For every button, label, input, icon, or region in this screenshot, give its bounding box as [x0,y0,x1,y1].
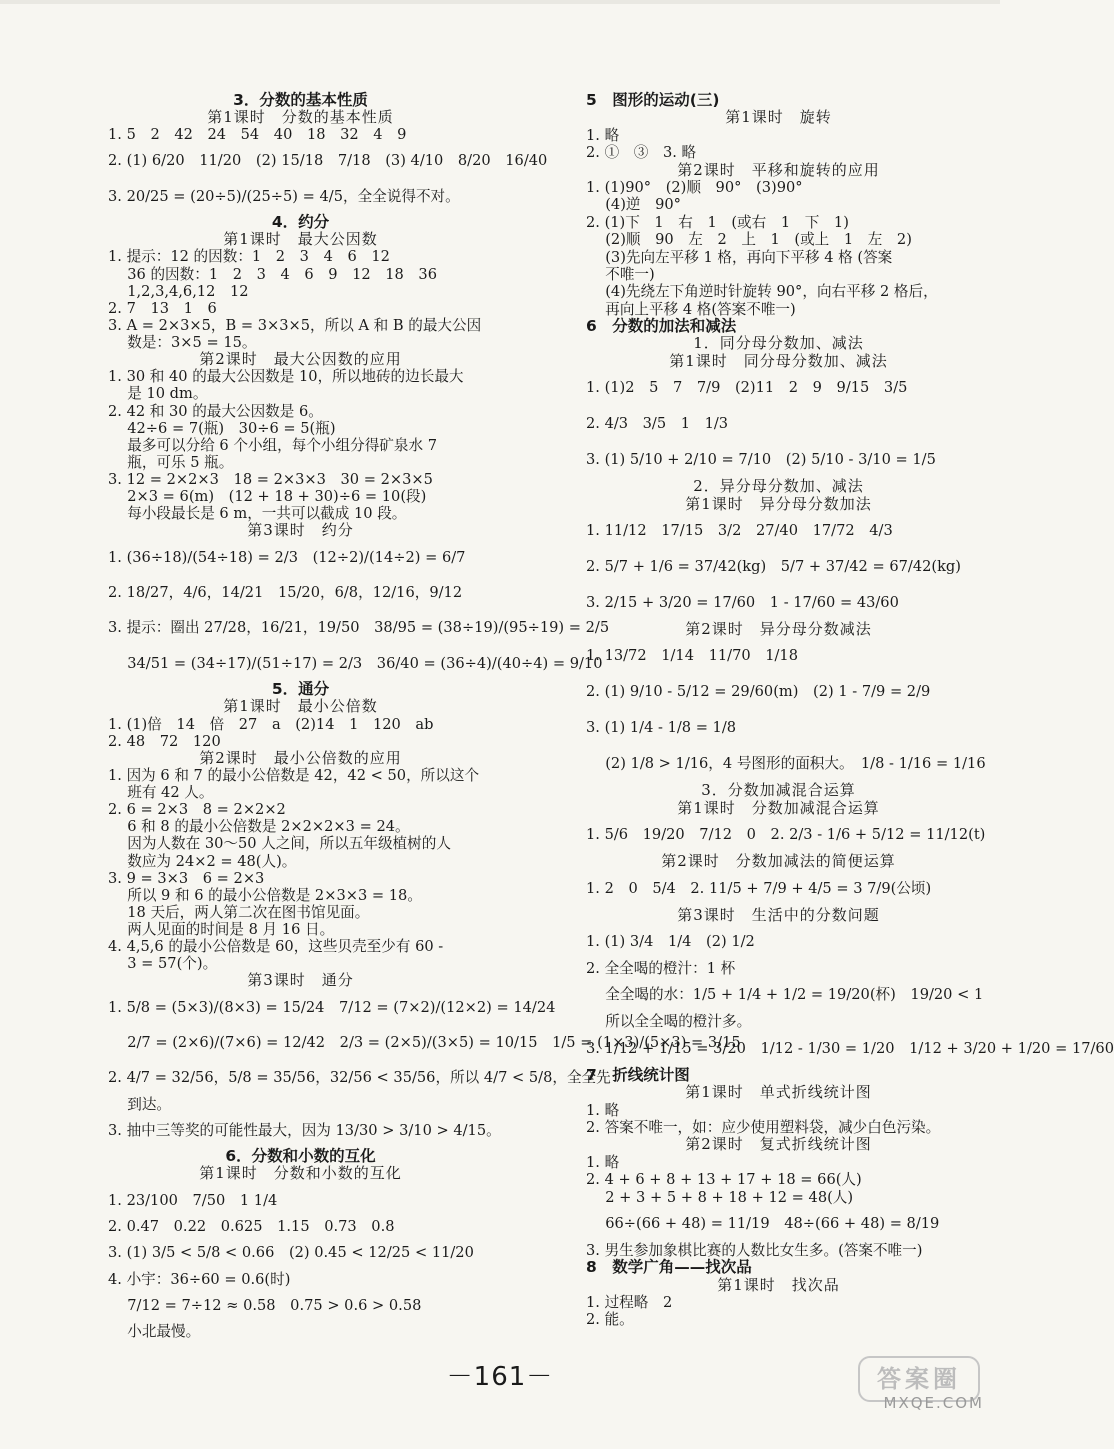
answer-line: 3. 12 = 2×2×3 18 = 2×3×3 30 = 2×3×5 [108,471,433,489]
answer-line: 3. A = 2×3×5，B = 3×3×5，所以 A 和 B 的最大公因 [108,316,482,334]
answer-line: 1. 提示：12 的因数：1 2 3 4 6 12 [108,248,390,266]
answer-line-fraction: 2. 18/27，4/6，14/21 15/20，6/8，12/16，9/12 [108,584,463,602]
answer-line-fraction: 1. (1)2 5 7 7/9 (2)11 2 9 9/15 3/5 [586,379,908,397]
answer-line-fraction: 3. 20/25 = (20÷5)/(25÷5) = 4/5，全全说得不对。 [108,187,460,205]
answer-line: 2. 6 = 2×3 8 = 2×2×2 [108,801,286,819]
answer-line: 2. 7 13 1 6 [108,299,217,317]
answer-line: 4. 4,5,6 的最小公倍数是 60，这些贝壳至少有 60 - [108,938,444,956]
answer-line: 2×3 = 6(m) (12 + 18 + 30)÷6 = 10(段) [108,488,427,506]
answer-line: 是 10 dm。 [108,385,208,403]
answer-line-fraction: 7/12 = 7÷12 ≈ 0.58 0.75 > 0.6 > 0.58 [108,1296,422,1314]
answer-line-fraction: 1. 23/100 7/50 1 1/4 [108,1191,278,1209]
watermark-site: MXQE.COM [883,1394,984,1412]
answer-line: 2. 0.47 0.22 0.625 1.15 0.73 0.8 [108,1218,395,1236]
answer-line: 瓶，可乐 5 瓶。 [108,453,234,471]
answer-line: 所以 9 和 6 的最小公倍数是 2×3×3 = 18。 [108,886,422,904]
answer-line: 到达。 [108,1095,172,1113]
answer-line-fraction: 3. 提示：圈出 27/28，16/21，19/50 38/95 = (38÷19)/(95÷19) = 2/5 [108,619,610,637]
answer-line-fraction: 1. 2 0 5/4 2. 11/5 + 7/9 + 4/5 = 3 7/9(公顷) [586,879,932,897]
lesson-title: 2．异分母分数加、减法 [693,477,864,496]
lesson-title: 第2课时 异分母分数减法 [685,620,872,639]
section-heading: 6 分数的加法和减法 [586,317,737,336]
lesson-title: 第1课时 旋转 [725,108,832,127]
section-heading: 6．分数和小数的互化 [225,1147,376,1166]
answer-line: 3. 9 = 3×3 6 = 2×3 [108,869,265,887]
answer-line: 3 = 57(个)。 [108,955,218,973]
answer-line: 2 + 3 + 5 + 8 + 18 + 12 = 48(人) [586,1188,854,1206]
answer-line: 小北最慢。 [108,1323,201,1341]
lesson-title: 第2课时 分数加减法的简便运算 [661,852,896,871]
lesson-title: 第1课时 异分母分数加法 [685,494,872,513]
answer-line-fraction: 3. 1/12 + 1/15 = 3/20 1/12 - 1/30 = 1/20 1/12 + 3/20 + 1/20 = 17/60 [586,1039,1114,1057]
lesson-title: 第1课时 分数加减混合运算 [677,798,880,817]
answer-line-fraction: 2. 4/7 = 32/56，5/8 = 35/56，32/56 < 35/56，所以 4/7 < 5/8，全全先 [108,1069,611,1087]
lesson-title: 第3课时 生活中的分数问题 [677,905,880,924]
answer-line-fraction: 2. (1) 9/10 - 5/12 = 29/60(m) (2) 1 - 7/9 = 2/9 [586,683,931,701]
lesson-title: 3．分数加减混合运算 [701,781,856,800]
answer-line-fraction: (2) 1/8 > 1/16，4 号图形的面积大。 1/8 - 1/16 = 1/16 [586,755,986,773]
answer-line: 1. (1)倍 14 倍 27 a (2)14 1 120 ab [108,715,434,733]
section-heading: 3．分数的基本性质 [233,91,368,109]
answer-line: 2. 42 和 30 的最大公因数是 6。 [108,402,323,420]
answer-line: 1. 因为 6 和 7 的最小公倍数是 42，42 < 50，所以这个 [108,766,480,784]
answer-line: 数是：3×5 = 15。 [108,334,257,352]
answer-line-fraction: 3. (1) 5/10 + 2/10 = 7/10 (2) 5/10 - 3/10 = 1/5 [586,451,936,469]
answer-line: 1. 略 [586,1153,620,1171]
answer-line-fraction: 1. (1) 3/4 1/4 (2) 1/2 [586,932,755,950]
answer-line: 2. 48 72 120 [108,732,221,750]
answer-line-fraction: 2. 4/3 3/5 1 1/3 [586,415,729,433]
answer-line: 4. 小宇：36÷60 = 0.6(时) [108,1270,291,1288]
answer-line-fraction: 3. 2/15 + 3/20 = 17/60 1 - 17/60 = 43/60 [586,594,899,612]
answer-line: 6 和 8 的最小公倍数是 2×2×2×3 = 24。 [108,818,410,836]
lesson-title: 1．同分母分数加、减法 [693,334,864,353]
answer-line-fraction: 2. 5/7 + 1/6 = 37/42(kg) 5/7 + 37/42 = 67/42(kg) [586,558,961,576]
section-heading: 8 数学广角——找次品 [586,1258,752,1277]
answer-line: 2. 全全喝的橙汁：1 杯 [586,959,736,977]
answer-line-fraction: 3. 抽中三等奖的可能性最大，因为 13/30 > 3/10 > 4/15。 [108,1121,501,1139]
right-column [586,91,1114,1329]
answer-line-fraction: 1. 11/12 17/15 3/2 27/40 17/72 4/3 [586,522,893,540]
answer-line: 1. (1)90° (2)顺 90° (3)90° [586,178,803,196]
answer-line-fraction: 3. (1) 1/4 - 1/8 = 1/8 [586,719,737,737]
answer-line: (4)先绕左下角逆时针旋转 90°，向右平移 2 格后， [586,283,938,301]
answer-line-fraction: 1. (36÷18)/(54÷18) = 2/3 (12÷2)/(14÷2) = 6/7 [108,548,466,566]
answer-line: (3)先向左平移 1 格，再向下平移 4 格 (答案 [586,248,893,266]
answer-line: 1. 略 [586,1101,620,1119]
answer-line: 不唯一) [586,265,655,283]
answer-line-fraction: 全全喝的水：1/5 + 1/4 + 1/2 = 19/20(杯) 19/20 < 1 [586,986,984,1004]
answer-line: 36 的因数：1 2 3 4 6 9 12 18 36 [108,265,437,283]
answer-line: (4)逆 90° [586,196,681,214]
answer-line: 所以全全喝的橙汁多。 [586,1013,752,1031]
lesson-title: 第2课时 复式折线统计图 [685,1135,872,1154]
answer-line-fraction: 66÷(66 + 48) = 11/19 48÷(66 + 48) = 8/19 [586,1214,940,1232]
answer-line-fraction: 3. (1) 3/5 < 5/8 < 0.66 (2) 0.45 < 12/25 < 11/20 [108,1244,474,1262]
answer-line-fraction: 34/51 = (34÷17)/(51÷17) = 2/3 36/40 = (36÷4)/(40÷4) = 9/10 [108,654,603,672]
lesson-title: 第2课时 平移和旋转的应用 [677,160,880,179]
lesson-title: 第1课时 分数和小数的互化 [199,1164,402,1183]
answer-line: 2. (1)下 1 右 1 (或右 1 下 1) [586,213,849,231]
lesson-title: 第2课时 最大公因数的应用 [199,350,402,369]
answer-line: 2. 答案不唯一，如：应少使用塑料袋，减少白色污染。 [586,1118,941,1136]
answer-line: 每小段最长是 6 m，一共可以截成 10 段。 [108,505,407,523]
answer-line-fraction: 1. 5/8 = (5×3)/(8×3) = 15/24 7/12 = (7×2)/(12×2) = 14/24 [108,998,556,1016]
answer-line: 2. 4 + 6 + 8 + 13 + 17 + 18 = 66(人) [586,1171,862,1189]
lesson-title: 第3课时 约分 [247,521,354,540]
lesson-title: 第1课时 单式折线统计图 [685,1083,872,1102]
answer-line: 两人见面的时间是 8 月 16 日。 [108,921,335,939]
section-heading: 7 折线统计图 [586,1065,690,1084]
watermark-logo: 答案圈 [858,1356,980,1402]
answer-line: 班有 42 人。 [108,784,214,802]
answer-line: 1. 略 [586,126,620,144]
answer-line: (2)顺 90 左 2 上 1 (或上 1 左 2) [586,231,912,249]
lesson-title: 第1课时 分数的基本性质 [207,108,394,127]
answer-line: 最多可以分给 6 个小组，每个小组分得矿泉水 7 [108,436,438,454]
answer-line: 数应为 24×2 = 48(人)。 [108,852,297,870]
top-edge [0,0,1000,4]
section-heading: 4．约分 [271,213,330,232]
section-heading: 5．通分 [271,680,330,699]
answer-line: 因为人数在 30～50 人之间，所以五年级植树的人 [108,835,451,853]
lesson-title: 第3课时 通分 [247,971,354,990]
answer-line: 1. 过程略 2 [586,1294,673,1312]
lesson-title: 第2课时 最小公倍数的应用 [199,748,402,767]
answer-line: 2. ① ③ 3. 略 [586,144,697,162]
page-number: －161－ [446,1362,554,1392]
lesson-title: 第1课时 同分母分数加、减法 [669,351,888,370]
answer-line: 42÷6 = 7(瓶) 30÷6 = 5(瓶) [108,419,336,437]
answer-line-fraction: 1. 5/6 19/20 7/12 0 2. 2/3 - 1/6 + 5/12 = 11/12(t) [586,826,986,844]
answer-line: 1. 5 2 42 24 54 40 18 32 4 9 [108,126,407,144]
section-heading: 5 图形的运动(三) [586,91,720,109]
lesson-title: 第1课时 最大公因数 [223,230,378,249]
answer-line: 3. 男生参加象棋比赛的人数比女生多。(答案不唯一) [586,1241,923,1259]
answer-line-fraction: 2. (1) 6/20 11/20 (2) 15/18 7/18 (3) 4/10 8/20 16/40 [108,152,548,170]
answer-line: 18 天后，两人第二次在图书馆见面。 [108,903,370,921]
answer-line: 1. 30 和 40 的最大公因数是 10，所以地砖的边长最大 [108,368,464,386]
answer-line-fraction: 1. 13/72 1/14 11/70 1/18 [586,647,799,665]
answer-line: 再向上平移 4 格(答案不唯一) [586,300,796,318]
lesson-title: 第1课时 最小公倍数 [223,697,378,716]
lesson-title: 第1课时 找次品 [717,1275,840,1294]
answer-line-fraction: 2/7 = (2×6)/(7×6) = 12/42 2/3 = (2×5)/(3×5) = 10/15 1/5 = (1×3)/(5×3) = 3/15 [108,1033,741,1051]
answer-line: 1,2,3,4,6,12 12 [108,282,249,300]
answer-line: 2. 能。 [586,1311,634,1329]
